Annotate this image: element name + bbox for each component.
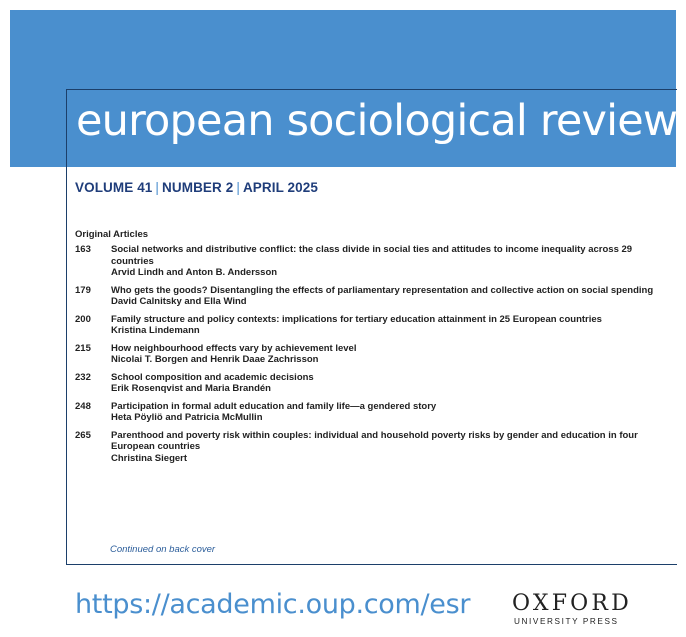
- article-body: [111, 430, 655, 465]
- article-entry[interactable]: [75, 314, 655, 337]
- article-body: [111, 401, 655, 424]
- article-page-number: 232: [75, 371, 91, 383]
- article-authors: Erik Rosenqvist and Maria Brandén: [111, 383, 271, 394]
- article-authors: Christina Siegert: [111, 452, 188, 464]
- article-entry[interactable]: [75, 372, 655, 395]
- publisher-logo-name: OXFORD: [512, 591, 633, 616]
- article-authors: Heta Pöyliö and Patricia McMullin: [111, 412, 263, 423]
- article-title[interactable]: How neighbourhood effects vary by achievement level: [111, 342, 357, 354]
- article-title[interactable]: Participation in formal adult education and family life—a gendered story: [111, 400, 437, 412]
- issue-separator: |: [236, 180, 240, 195]
- article-list: [75, 244, 655, 470]
- article-body: [111, 372, 655, 395]
- issue-separator: |: [155, 180, 160, 195]
- article-body: [111, 314, 655, 337]
- article-entry[interactable]: [75, 285, 655, 308]
- article-entry[interactable]: [75, 244, 655, 279]
- article-body: [111, 285, 655, 308]
- article-page-number: 163: [75, 244, 91, 255]
- number-label: NUMBER 2: [162, 180, 234, 195]
- continued-note: Continued on back cover: [110, 544, 216, 555]
- journal-title: european sociological review: [76, 96, 678, 146]
- article-title[interactable]: Family structure and policy contexts: implications for tertiary education attainment in 25 European countries: [111, 313, 602, 325]
- article-page-number: 248: [75, 400, 91, 412]
- issue-line: [75, 180, 318, 195]
- article-entry[interactable]: [75, 401, 655, 424]
- publisher-logo-subtitle: UNIVERSITY PRESS: [514, 617, 619, 626]
- article-authors: David Calnitsky and Ella Wind: [111, 296, 247, 307]
- section-heading: Original Articles: [75, 229, 149, 240]
- date-label: APRIL 2025: [242, 180, 318, 195]
- article-body: [111, 244, 655, 279]
- article-authors: Kristina Lindemann: [111, 325, 200, 336]
- article-page-number: 179: [75, 284, 91, 296]
- article-title[interactable]: Who gets the goods? Disentangling the effects of parliamentary representation and collective action on social spending: [111, 284, 654, 296]
- article-authors: Nicolai T. Borgen and Henrik Daae Zachrisson: [111, 354, 319, 365]
- article-entry[interactable]: [75, 343, 655, 366]
- volume-label: VOLUME 41: [75, 180, 153, 195]
- article-body: [111, 343, 655, 366]
- journal-url-link[interactable]: https://academic.oup.com/esr: [75, 589, 471, 620]
- article-entry[interactable]: [75, 430, 655, 465]
- article-page-number: 200: [75, 313, 91, 325]
- article-title[interactable]: School composition and academic decisions: [111, 371, 314, 383]
- article-page-number: 215: [75, 342, 91, 354]
- article-title[interactable]: Parenthood and poverty risk within couples: individual and household poverty risks by gender and education in four European countries: [111, 429, 638, 452]
- article-title[interactable]: Social networks and distributive conflict: the class divide in social ties and attitudes to income inequality across 29 countries: [111, 244, 633, 267]
- article-page-number: 265: [75, 429, 91, 441]
- article-authors: Arvid Lindh and Anton B. Andersson: [111, 267, 278, 278]
